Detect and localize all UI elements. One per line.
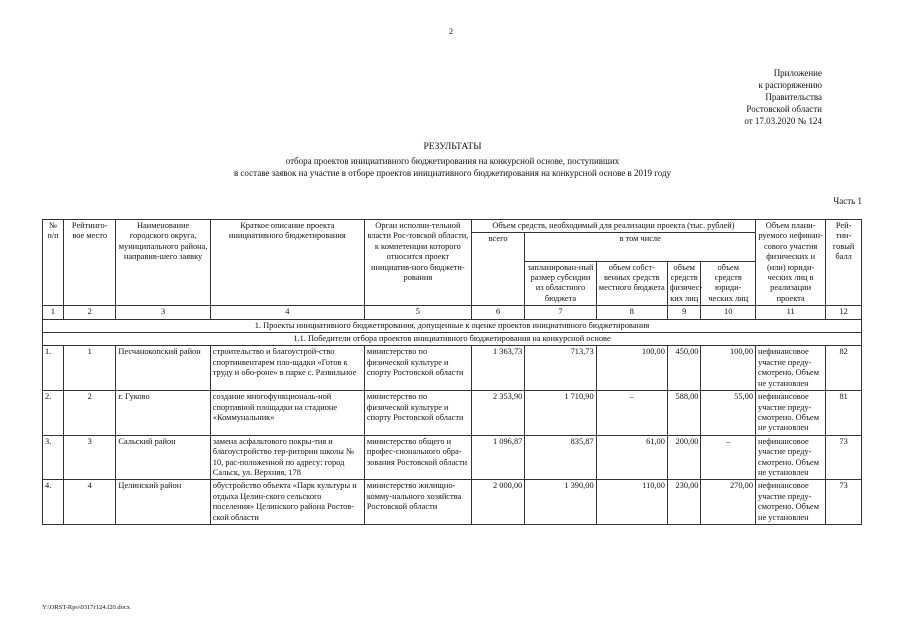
row-total: 1 096,87 xyxy=(471,435,524,480)
row-subsidy: 1 710,90 xyxy=(525,391,596,436)
row-number: 2. xyxy=(43,391,64,436)
row-rank: 4 xyxy=(63,480,115,525)
row-legal: – xyxy=(701,435,756,480)
appendix-line: от 17.03.2020 № 124 xyxy=(744,116,822,126)
header-district: Наименование городского округа, муниципального района, направив-шего заявку xyxy=(116,220,210,306)
row-total: 1 363,73 xyxy=(471,346,524,391)
row-score: 73 xyxy=(826,435,862,480)
row-legal: 100,00 xyxy=(701,346,756,391)
table-row xyxy=(43,391,862,436)
row-rank: 1 xyxy=(63,346,115,391)
row-authority: министерство общего и профес-сионального обра-зования Ростовской области xyxy=(364,435,471,480)
row-rank: 3 xyxy=(63,435,115,480)
row-individuals: 230,00 xyxy=(667,480,701,525)
row-local: 100,00 xyxy=(596,346,667,391)
subtitle-line: в составе заявок на участие в отборе проектов инициативного бюджетирования на конкурсной основе в 2019 году xyxy=(233,168,672,178)
header-individuals: объем средств физичес-ких лиц xyxy=(667,261,701,306)
row-subsidy: 1 390,00 xyxy=(525,480,596,525)
table-row xyxy=(43,346,862,391)
row-description: замена асфальтового покры-тия и благоустройство тер-ритории школы № 10, рас-положенной по адресу: город Сальск, ул. Верхняя, 178 xyxy=(210,435,364,480)
appendix-line: Приложение xyxy=(773,68,822,78)
col-number: 8 xyxy=(596,306,667,319)
col-number: 11 xyxy=(756,306,826,319)
row-score: 82 xyxy=(826,346,862,391)
file-path-footer: Y:\ORST-Rpo\0317r124.f20.docx xyxy=(42,604,130,611)
row-local: – xyxy=(596,391,667,436)
row-number: 3. xyxy=(43,435,64,480)
appendix-line: Ростовской области xyxy=(746,104,822,114)
header-subsidy: запланирован-ный размер субсидии из областного бюджета xyxy=(525,261,596,306)
row-local: 110,00 xyxy=(596,480,667,525)
row-individuals: 450,00 xyxy=(667,346,701,391)
row-legal: 55,00 xyxy=(701,391,756,436)
header-description: Краткое описание проекта инициативного бюджетирования xyxy=(210,220,364,306)
row-subsidy: 713,73 xyxy=(525,346,596,391)
row-score: 73 xyxy=(826,480,862,525)
row-description: создание многофункциональ-ной спортивной площадки на стадионе «Коммунальник» xyxy=(210,391,364,436)
row-legal: 270,00 xyxy=(701,480,756,525)
row-description: обустройство объекта «Парк культуры и отдыха Целин-ского сельского поселения» Целинского района Ростов-ской области xyxy=(210,480,364,525)
col-number: 9 xyxy=(667,306,701,319)
appendix-block xyxy=(744,67,822,127)
row-nonfin: нефинансовое участие преду-смотрено. Объем не установлен xyxy=(756,391,826,436)
col-number: 4 xyxy=(210,306,364,319)
row-individuals: 200,00 xyxy=(667,435,701,480)
col-number: 1 xyxy=(43,306,64,319)
header-num: № п/п xyxy=(43,220,64,306)
table-row xyxy=(43,435,862,480)
table-row xyxy=(43,480,862,525)
row-district: Песчанокопский район xyxy=(116,346,210,391)
header-authority: Орган исполни-тельной власти Рос-товской области, к компетенции которого относится проект инициатив-ного бюджети-рования xyxy=(364,220,471,306)
page-number: 2 xyxy=(449,27,453,36)
header-legal: объем средств юриди-ческих лиц xyxy=(701,261,756,306)
row-subsidy: 835,87 xyxy=(525,435,596,480)
column-numbers-row xyxy=(43,306,862,319)
row-district: Целинский район xyxy=(116,480,210,525)
row-score: 81 xyxy=(826,391,862,436)
document-subtitle xyxy=(120,155,785,179)
header-nonfin: Объем плани-руемого нефинан-сового участия физических и (или) юриди-ческих лиц в реализации проекта xyxy=(756,220,826,306)
header-local: объем собст-венных средств местного бюджета xyxy=(596,261,667,306)
row-description: строительство и благоустрой-ство спортинвентарем пло-щадки «Готов к труду и обо-роне» в парке с. Развильное xyxy=(210,346,364,391)
row-nonfin: нефинансовое участие преду-смотрено. Объем не установлен xyxy=(756,435,826,480)
row-rank: 2 xyxy=(63,391,115,436)
header-funds-group: Объем средств, необходимый для реализации проекта (тыс. рублей) xyxy=(471,220,755,233)
row-authority: министерство жилищно-комму-нального хозяйства Ростовской области xyxy=(364,480,471,525)
header-score: Рей-тин-говый балл xyxy=(826,220,862,306)
results-table xyxy=(42,219,862,525)
row-district: г. Гуково xyxy=(116,391,210,436)
row-district: Сальский район xyxy=(116,435,210,480)
subtitle-line: отбора проектов инициативного бюджетирования на конкурсной основе, поступивших xyxy=(285,156,620,166)
col-number: 3 xyxy=(116,306,210,319)
part-label: Часть 1 xyxy=(833,196,862,206)
row-number: 4. xyxy=(43,480,64,525)
row-local: 61,00 xyxy=(596,435,667,480)
row-authority: министерство по физической культуре и спорту Ростовской области xyxy=(364,346,471,391)
table-body xyxy=(43,346,862,525)
header-incl: в том числе xyxy=(525,233,756,261)
section-heading: 1. Проекты инициативного бюджетирования, допущенные к оценке проектов инициативного бюджетирования xyxy=(43,319,862,332)
subsection-heading: 1.1. Победители отбора проектов инициативного бюджетирования на конкурсной основе xyxy=(43,333,862,346)
appendix-line: к распоряжению xyxy=(758,80,822,90)
row-nonfin: нефинансовое участие преду-смотрено. Объем не установлен xyxy=(756,480,826,525)
row-nonfin: нефинансовое участие преду-смотрено. Объем не установлен xyxy=(756,346,826,391)
header-total: всего xyxy=(471,233,524,306)
row-individuals: 588,00 xyxy=(667,391,701,436)
row-authority: министерство по физической культуре и спорту Ростовской области xyxy=(364,391,471,436)
row-number: 1. xyxy=(43,346,64,391)
col-number: 6 xyxy=(471,306,524,319)
col-number: 2 xyxy=(63,306,115,319)
row-total: 2 353,90 xyxy=(471,391,524,436)
row-total: 2 000,00 xyxy=(471,480,524,525)
document-title: РЕЗУЛЬТАТЫ xyxy=(423,142,482,152)
appendix-line: Правительства xyxy=(765,92,822,102)
col-number: 5 xyxy=(364,306,471,319)
header-rank: Рейтинго-вое место xyxy=(63,220,115,306)
col-number: 7 xyxy=(525,306,596,319)
col-number: 12 xyxy=(826,306,862,319)
col-number: 10 xyxy=(701,306,756,319)
